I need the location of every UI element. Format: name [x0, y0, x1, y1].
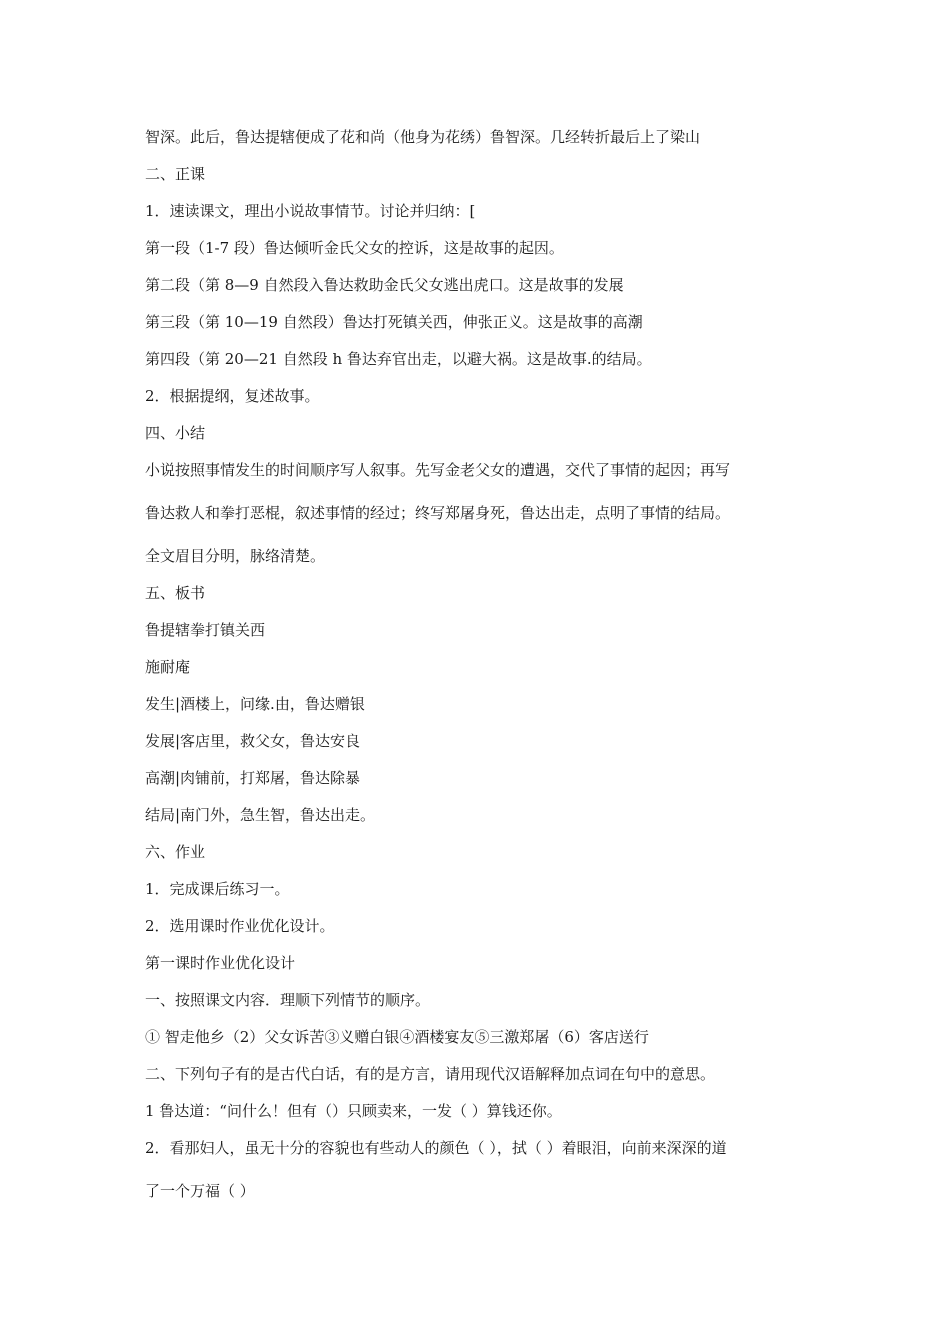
board-item: 发展|客店里，救父女，鲁达安良: [145, 732, 361, 750]
text-line: 了一个万福（ ）: [145, 1182, 255, 1200]
paragraph-line: 鲁达救人和拳打恶棍，叙述事情的经过；终写郑屠身死，鲁达出走，点明了事情的结局。: [145, 504, 731, 522]
section-heading: 五、板书: [145, 584, 206, 602]
board-author: 施耐庵: [145, 658, 191, 676]
text-line: 一、按照课文内容．理顺下列情节的顺序。: [145, 991, 431, 1009]
document-body: [145, 124, 815, 1215]
text-line: ① 智走他乡（2）父女诉苦③义赠白银④酒楼宴友⑤三激郑屠（6）客店送行: [145, 1028, 649, 1046]
text-line: 二、下列句子有的是古代白话，有的是方言，请用现代汉语解释加点词在句中的意思。: [145, 1065, 716, 1083]
text-line: 2．选用课时作业优化设计。: [145, 917, 335, 935]
text-line: 第一段（1-7 段）鲁达倾听金氏父女的控诉，这是故事的起因。: [145, 239, 564, 257]
section-heading: 第一课时作业优化设计: [145, 954, 296, 972]
text-line: 第二段（第 8—9 自然段入鲁达救助金氏父女逃出虎口。这是故事的发展: [145, 276, 624, 294]
text-line: 1 鲁达道：“问什么！但有（）只顾卖来，一发（ ）算钱还你。: [145, 1102, 562, 1120]
text-line: 第三段（第 10—19 自然段）鲁达打死镇关西，伸张正义。这是故事的高潮: [145, 313, 643, 331]
paragraph-line: 全文眉目分明，脉络清楚。: [145, 547, 326, 565]
board-item: 高潮|肉铺前，打郑屠，鲁达除暴: [145, 769, 361, 787]
text-line: 2．根据提纲，复述故事。: [145, 387, 320, 405]
section-heading: 四、小结: [145, 424, 206, 442]
text-line: 第四段（第 20—21 自然段 h 鲁达弃官出走，以避大祸。这是故事.的结局。: [145, 350, 652, 368]
text-line: 智深。此后，鲁达提辖便成了花和尚（他身为花绣）鲁智深。几经转折最后上了梁山: [145, 128, 701, 146]
paragraph-line: 小说按照事情发生的时间顺序写人叙事。先写金老父女的遭遇，交代了事情的起因；再写: [145, 461, 731, 479]
section-heading: 二、正课: [145, 165, 206, 183]
board-item: 结局|南门外，急生智，鲁达出走。: [145, 806, 376, 824]
text-line: 2．看那妇人，虽无十分的容貌也有些动人的颜色（ ），拭（ ）着眼泪，向前来深深的道: [145, 1139, 727, 1157]
section-heading: 六、作业: [145, 843, 206, 861]
board-item: 发生|酒楼上，问缘.由，鲁达赠银: [145, 695, 365, 713]
text-line: 1．完成课后练习一。: [145, 880, 290, 898]
board-title: 鲁提辖拳打镇关西: [145, 621, 266, 639]
text-line: 1．速读课文，理出小说故事情节。讨论并归纳：[: [145, 202, 476, 220]
